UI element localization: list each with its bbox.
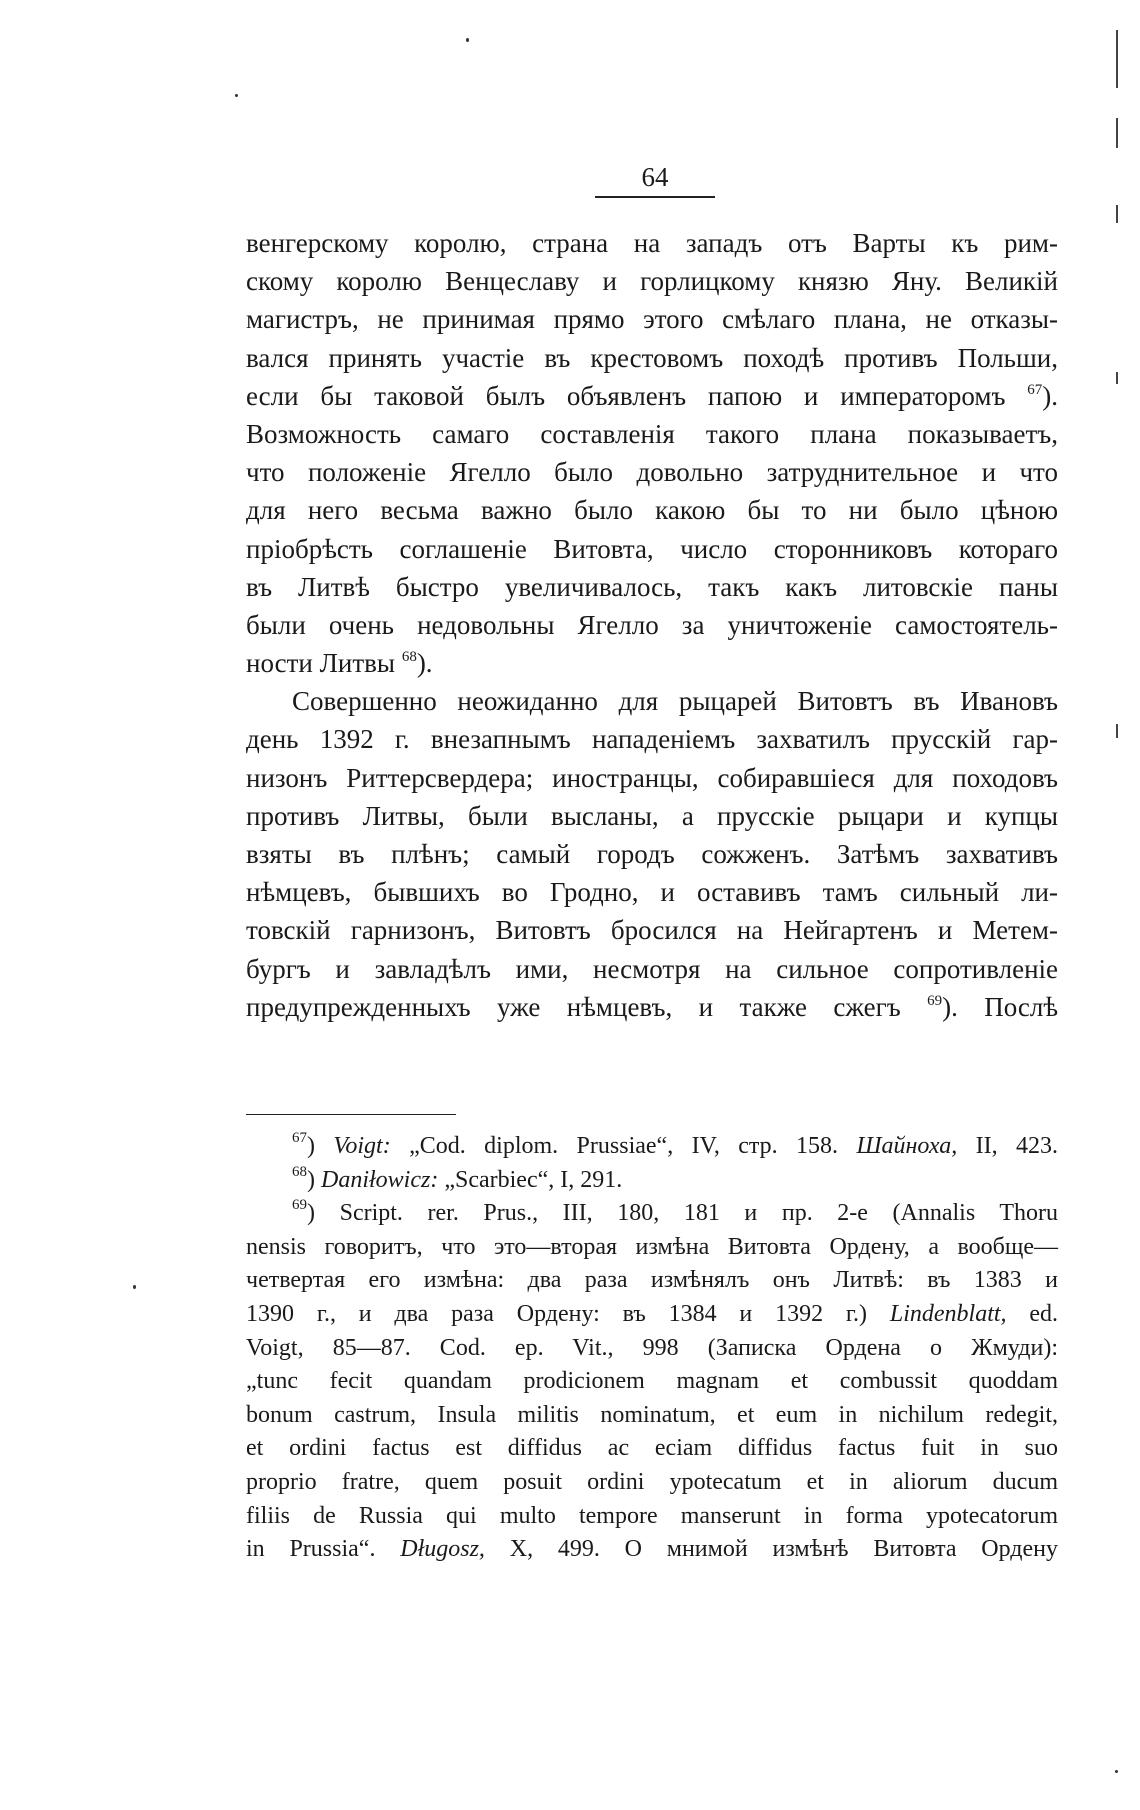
footnote-ref-69 xyxy=(927,992,958,1022)
text-line: магистръ, не принимая прямо этого смѣлаго плана, не отказы- xyxy=(246,304,1058,335)
footnote-paren: ) xyxy=(307,1200,315,1227)
scan-speck xyxy=(466,38,469,42)
text-line: день 1392 г. внезапнымъ нападеніемъ захватилъ прусскій гар- xyxy=(246,724,1058,755)
footnote-number: 68 xyxy=(292,1163,307,1180)
footnote-line: et ordini factus est diffidus ac eciam diffidus factus fuit in suo xyxy=(246,1435,1058,1462)
footnote-line xyxy=(246,1298,1058,1332)
text-line: товскій гарнизонъ, Витовтъ бросился на Нейгартенъ и Метем- xyxy=(246,915,1058,946)
text-line-part: ности Литвы xyxy=(246,648,396,679)
footnote-text: Script. rer. Prus., III, 180, 181 и пр. 2-е (Annalis Thoru xyxy=(339,1200,1059,1227)
footnote-number: 67 xyxy=(292,1130,307,1146)
footnote-number: 69 xyxy=(292,1197,307,1214)
footnote-ref-number: 67 xyxy=(1027,381,1043,398)
scan-margin-mark xyxy=(1116,118,1118,148)
footnote-ref-tail: ). xyxy=(416,648,433,679)
text-line xyxy=(246,644,1058,682)
text-line: въ Литвѣ быстро увеличивалось, такъ какъ литовскіе паны xyxy=(246,571,1058,602)
text-line: для него весьма важно было какою бы то ни было цѣною xyxy=(246,495,1058,526)
text-line xyxy=(246,377,1058,415)
text-line-part: если бы таковой былъ объявленъ папою и императоромъ xyxy=(246,380,1006,411)
footnote-text: „Cod. diplom. Prussiae“, IV, стр. 158. xyxy=(409,1133,839,1159)
footnote-ref-tail: ). xyxy=(1042,380,1059,411)
footnote-text: X, 499. О мнимой измѣнѣ Витовта Ордену xyxy=(509,1536,1059,1563)
footnote-text: 1390 г., и два раза Ордену: въ 1384 и 1392 г.) xyxy=(246,1300,868,1327)
footnote-author: Voigt: xyxy=(333,1133,391,1159)
text-line: пріобрѣсть соглашеніе Витовта, число сторонниковъ котораго xyxy=(246,533,1058,564)
footnote-ref-67 xyxy=(1027,381,1058,411)
footnote-line: proprio fratre, quem posuit ordini ypotecatum et in aliorum ducum xyxy=(246,1468,1058,1495)
text-line: низонъ Риттерсвердера; иностранцы, собиравшіеся для походовъ xyxy=(246,762,1058,793)
page-number-rule xyxy=(595,196,715,198)
footnote-author: Lindenblatt, xyxy=(889,1300,1007,1327)
footnote-author: Шайноха, xyxy=(856,1133,958,1159)
text-line-part: Послѣ xyxy=(984,991,1059,1022)
footnote-68 xyxy=(246,1164,1058,1198)
footnote-ref-tail: ). xyxy=(942,991,958,1022)
footnote-author: Daniłowicz: xyxy=(321,1166,439,1193)
text-line: взяты въ плѣнъ; самый городъ сожженъ. Затѣмъ захвативъ xyxy=(246,839,1058,869)
footnote-69 xyxy=(246,1197,1058,1231)
text-line: венгерскому королю, страна на западъ отъ Варты къ рим- xyxy=(246,228,1058,258)
footnote-line: filiis de Russia qui multo tempore manserunt in forma ypotecatorum xyxy=(246,1502,1058,1529)
footnote-text: „Scarbiec“, I, 291. xyxy=(444,1166,623,1193)
footnote-rule xyxy=(246,1114,456,1115)
text-line: противъ Литвы, были высланы, а прусскіе рыцари и купцы xyxy=(246,800,1058,831)
main-text xyxy=(246,224,1058,1026)
scan-margin-mark xyxy=(1116,372,1118,384)
footnotes xyxy=(246,1130,1058,1567)
text-line: вался принять участіе въ крестовомъ походѣ противъ Польши, xyxy=(246,342,1058,373)
footnote-text: II, 423. xyxy=(975,1133,1058,1159)
footnote-text: ed. xyxy=(1029,1300,1059,1327)
footnote-line xyxy=(246,1533,1058,1567)
text-line: Совершенно неожиданно для рыцарей Витовтъ въ Ивановъ xyxy=(292,686,1058,717)
footnote-ref-number: 68 xyxy=(401,649,417,666)
scan-margin-mark xyxy=(1116,30,1118,88)
text-line: скому королю Венцеславу и горлицкому князю Яну. Великій xyxy=(246,266,1058,297)
footnote-line: nensis говоритъ, что это—вторая измѣна Витовта Ордену, а вообще— xyxy=(246,1233,1058,1260)
footnote-paren: ) xyxy=(307,1133,315,1159)
footnote-author: Długosz, xyxy=(400,1536,485,1563)
scan-speck xyxy=(235,94,238,97)
page-number: 64 xyxy=(641,162,669,192)
footnote-67 xyxy=(246,1130,1058,1164)
scan-speck xyxy=(133,1285,136,1289)
text-line: бургъ и завладѣлъ ими, несмотря на сильное сопротивленіе xyxy=(246,953,1058,984)
scan-speck xyxy=(1115,1770,1118,1773)
text-line: Возможность самаго составленія такого плана показываетъ, xyxy=(246,418,1058,449)
text-line xyxy=(246,988,1058,1026)
footnote-line: „tunc fecit quandam prodicionem magnam et combussit quoddam xyxy=(246,1368,1058,1395)
text-line-part: предупрежденныхъ уже нѣмцевъ, и также сжегъ xyxy=(246,991,901,1022)
text-line: были очень недовольны Ягелло за уничтоженіе самостоятель- xyxy=(246,609,1058,640)
text-line: нѣмцевъ, бывшихъ во Гродно, и оставивъ тамъ сильный ли- xyxy=(246,877,1058,908)
footnote-line: bonum castrum, Insula militis nominatum, et eum in nichilum redegit, xyxy=(246,1401,1058,1428)
footnote-ref-68 xyxy=(402,648,433,678)
footnote-ref-number: 69 xyxy=(927,992,943,1009)
footnote-paren: ) xyxy=(307,1166,315,1193)
scan-margin-mark xyxy=(1116,205,1118,223)
footnote-line: четвертая его измѣна: два раза измѣнялъ онъ Литвѣ: въ 1383 и xyxy=(246,1267,1058,1294)
scan-margin-mark xyxy=(1116,724,1118,738)
footnote-text: in Prussia“. xyxy=(246,1536,376,1563)
text-line: что положеніе Ягелло было довольно затруднительное и что xyxy=(246,457,1058,488)
footnote-line: Voigt, 85—87. Cod. ep. Vit., 998 (Записка Ордена о Жмуди): xyxy=(246,1334,1058,1361)
